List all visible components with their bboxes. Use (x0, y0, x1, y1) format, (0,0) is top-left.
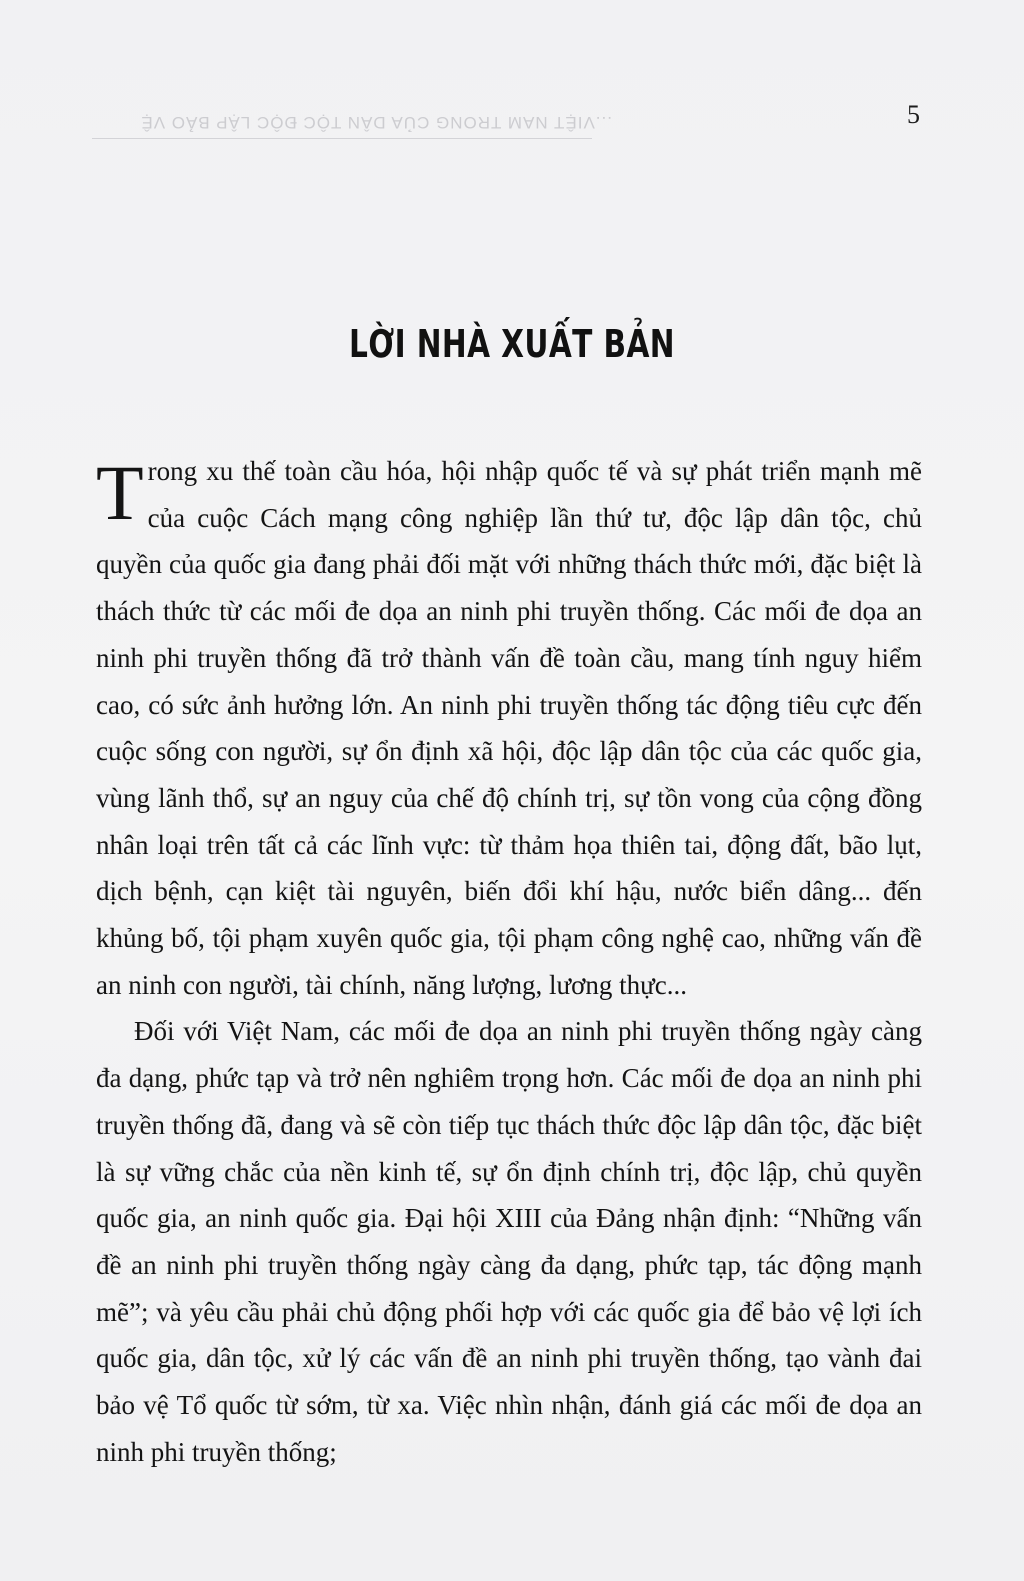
paragraph-2: Đối với Việt Nam, các mối đe dọa an ninh phi truyền thống ngày càng đa dạng, phức tạp và trở nên nghiêm trọng hơn. Các mối đe dọa an ninh phi truyền thống đã, đang và sẽ còn tiếp tục thách thức độc lập dân tộc, đặc biệt là sự vững chắc của nền kinh tế, sự ổn định chính trị, độc lập, chủ quyền quốc gia, an ninh quốc gia. Đại hội XIII của Đảng nhận định: “Những vấn đề an ninh phi truyền thống ngày càng đa dạng, phức tạp, tác động mạnh mẽ”; và yêu cầu phải chủ động phối hợp với các quốc gia để bảo vệ lợi ích quốc gia, dân tộc, xử lý các vấn đề an ninh phi truyền thống, tạo vành đai bảo vệ Tổ quốc từ sớm, từ xa. Việc nhìn nhận, đánh giá các mối đe dọa an ninh phi truyền thống; (96, 1016, 922, 1467)
paragraph-1-text: rong xu thế toàn cầu hóa, hội nhập quốc tế và sự phát triển mạnh mẽ của cuộc Cách mạng công nghiệp lần thứ tư, độc lập dân tộc, chủ quyền của quốc gia đang phải đối mặt với những thách thức mới, đặc biệt là thách thức từ các mối đe dọa an ninh phi truyền thống. Các mối đe dọa an ninh phi truyền thống đã trở thành vấn đề toàn cầu, mang tính nguy hiểm cao, có sức ảnh hưởng lớn. An ninh phi truyền thống tác động tiêu cực đến cuộc sống con người, sự ổn định xã hội, độc lập dân tộc của các quốc gia, vùng lãnh thổ, sự an nguy của chế độ chính trị, sự tồn vong của cộng đồng nhân loại trên tất cả các lĩnh vực: từ thảm họa thiên tai, động đất, bão lụt, dịch bệnh, cạn kiệt tài nguyên, biến đổi khí hậu, nước biển dâng... đến khủng bố, tội phạm xuyên quốc gia, tội phạm công nghệ cao, những vấn đề an ninh con người, tài chính, năng lượng, lương thực... (96, 456, 922, 1000)
header-rule (92, 138, 592, 139)
body-text (96, 448, 922, 1475)
page-number: 5 (907, 100, 920, 129)
page-title: LỜI NHÀ XUẤT BẢN (349, 322, 675, 366)
paragraph-1 (96, 448, 922, 1008)
mirrored-running-header: ...VIỆT NAM TRONG CỦA DÂN TỘC ĐỘC LẬP BẢO VỆ (140, 113, 612, 132)
drop-cap: T (96, 449, 144, 536)
